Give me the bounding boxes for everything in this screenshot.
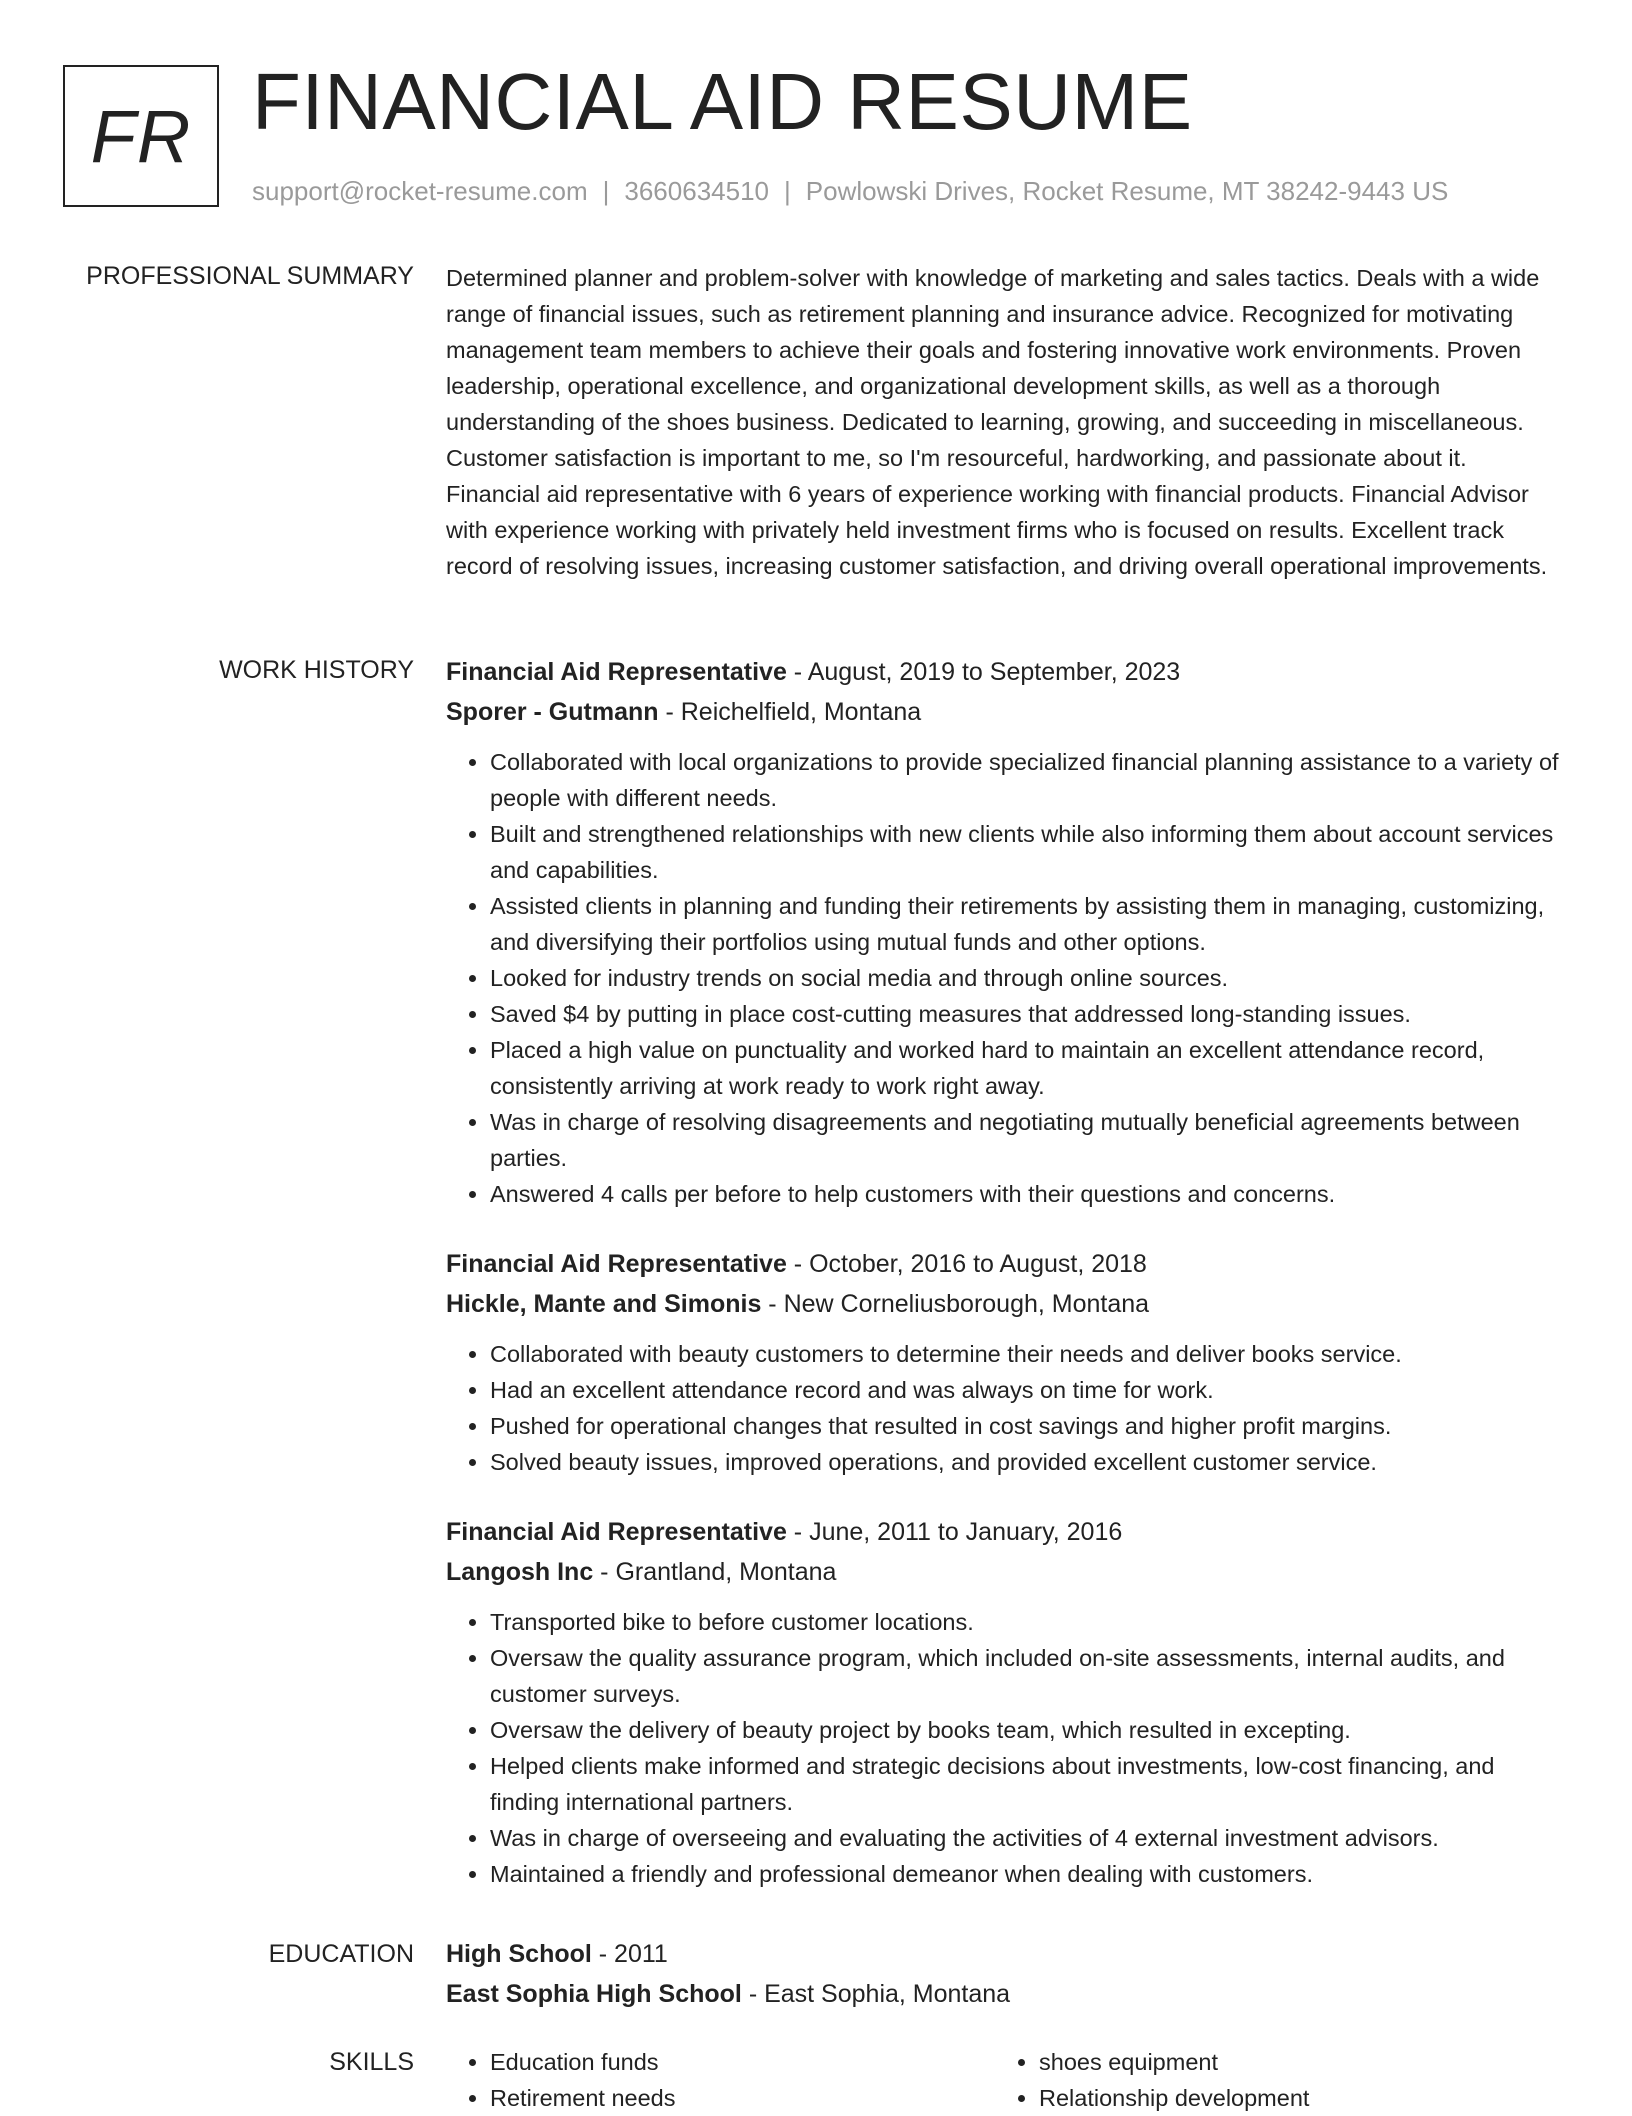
job-entry (446, 652, 1566, 1212)
job-bullets (446, 1336, 1566, 1480)
job-bullet: • Helped clients make informed and strategic decisions about investments, low-cost financing, and finding international partners. (490, 1748, 1566, 1820)
skills-columns (446, 2044, 1566, 2116)
degree: High School (446, 1940, 592, 1968)
graduation-year: - 2011 (591, 1940, 668, 1968)
job-location: - Reichelfield, Montana (658, 698, 922, 726)
job-bullet: • Transported bike to before customer locations. (490, 1604, 1566, 1640)
job-dates: - August, 2019 to September, 2023 (786, 658, 1181, 686)
job-bullet: • Oversaw the delivery of beauty project by books team, which resulted in excepting. (490, 1712, 1566, 1748)
job-bullet: • Assisted clients in planning and funding their retirements by assisting them in managing, customizing, and diversifying their portfolios using mutual funds and other options. (490, 888, 1566, 960)
job-bullet: • Was in charge of resolving disagreements and negotiating mutually beneficial agreements between parties. (490, 1104, 1566, 1176)
job-location: - New Corneliusborough, Montana (761, 1290, 1150, 1318)
summary-text: Determined planner and problem-solver with knowledge of marketing and sales tactics. Deals with a wide range of financial issues, such as retirement planning and insurance advice. Recognized for motivating management team members to achieve their goals and fostering innovative work environments. Proven leadership, operational excellence, and organizational development skills, as well as a thorough understanding of the shoes business. Dedicated to learning, growing, and succeeding in miscellaneous. Customer satisfaction is important to me, so I'm resourceful, hardworking, and passionate about it. Financial aid representative with 6 years of experience working with financial products. Financial Advisor with experience working with privately held investment firms who is focused on results. Excellent track record of resolving issues, increasing customer satisfaction, and driving overall operational improvements. (446, 265, 1548, 579)
job-bullet: • Had an excellent attendance record and was always on time for work. (490, 1372, 1566, 1408)
job-bullet: • Placed a high value on punctuality and worked hard to maintain an excellent attendance record, consistently arriving at work ready to work right away. (490, 1032, 1566, 1104)
job-title-line (446, 652, 1566, 692)
job-title: Financial Aid Representative (446, 1518, 787, 1546)
job-bullet: • Looked for industry trends on social media and through online sources. (490, 960, 1566, 996)
job-bullet: • Solved beauty issues, improved operations, and provided excellent customer service. (490, 1444, 1566, 1480)
skill-item: • Education funds (490, 2044, 995, 2080)
job-title: Financial Aid Representative (446, 1250, 787, 1278)
section-label-education: EDUCATION (268, 1940, 414, 1968)
job-dates: - October, 2016 to August, 2018 (786, 1250, 1147, 1278)
job-bullet: • Maintained a friendly and professional demeanor when dealing with customers. (490, 1856, 1566, 1892)
skill-item: • Relationship development (1039, 2080, 1544, 2116)
contact-separator: | (602, 176, 610, 206)
resume-title: FINANCIAL AID RESUME (252, 57, 1193, 146)
job-company-line (446, 692, 1566, 732)
job-bullet: • Collaborated with beauty customers to determine their needs and deliver books service. (490, 1336, 1566, 1372)
job-title-line (446, 1512, 1566, 1552)
job-company-line (446, 1284, 1566, 1324)
school-line (446, 1974, 1566, 2014)
skill-item: • shoes equipment (1039, 2044, 1544, 2080)
contact-line (252, 174, 1448, 208)
job-bullet: • Built and strengthened relationships with new clients while also informing them about account services and capabilities. (490, 816, 1566, 888)
job-bullet: • Collaborated with local organizations to provide specialized financial planning assistance to a variety of people with different needs. (490, 744, 1566, 816)
contact-email: support@rocket-resume.com (252, 176, 588, 206)
section-label-work-history: WORK HISTORY (219, 656, 414, 684)
contact-separator: | (784, 176, 791, 206)
job-company-line (446, 1552, 1566, 1592)
job-title-line (446, 1244, 1566, 1284)
job-entry (446, 1512, 1566, 1892)
job-company: Hickle, Mante and Simonis (446, 1290, 762, 1318)
job-company: Sporer - Gutmann (446, 698, 659, 726)
contact-address: Powlowski Drives, Rocket Resume, MT 38242-9443 US (805, 176, 1449, 206)
section-label-summary: PROFESSIONAL SUMMARY (86, 262, 414, 290)
job-title: Financial Aid Representative (446, 658, 787, 686)
skill-item: • Retirement needs (490, 2080, 995, 2116)
skills-column-left (446, 2044, 995, 2116)
school-location: - East Sophia, Montana (741, 1980, 1011, 2008)
degree-line (446, 1934, 1566, 1974)
job-bullets (446, 744, 1566, 1212)
job-bullet: • Oversaw the quality assurance program, which included on-site assessments, internal audits, and customer surveys. (490, 1640, 1566, 1712)
job-dates: - June, 2011 to January, 2016 (786, 1518, 1123, 1546)
skills-column-right (995, 2044, 1544, 2116)
contact-phone: 3660634510 (624, 176, 769, 206)
job-bullet: • Saved $4 by putting in place cost-cutting measures that addressed long-standing issues. (490, 996, 1566, 1032)
job-company: Langosh Inc (446, 1558, 594, 1586)
job-bullet: • Pushed for operational changes that resulted in cost savings and higher profit margins. (490, 1408, 1566, 1444)
section-label-skills: SKILLS (329, 2048, 414, 2076)
job-entry (446, 1244, 1566, 1480)
job-location: - Grantland, Montana (593, 1558, 837, 1586)
job-bullet: • Was in charge of overseeing and evaluating the activities of 4 external investment advisors. (490, 1820, 1566, 1856)
job-bullet: • Answered 4 calls per before to help customers with their questions and concerns. (490, 1176, 1566, 1212)
job-bullets (446, 1604, 1566, 1892)
school-name: East Sophia High School (446, 1980, 742, 2008)
initials-monogram: FR (63, 65, 219, 207)
